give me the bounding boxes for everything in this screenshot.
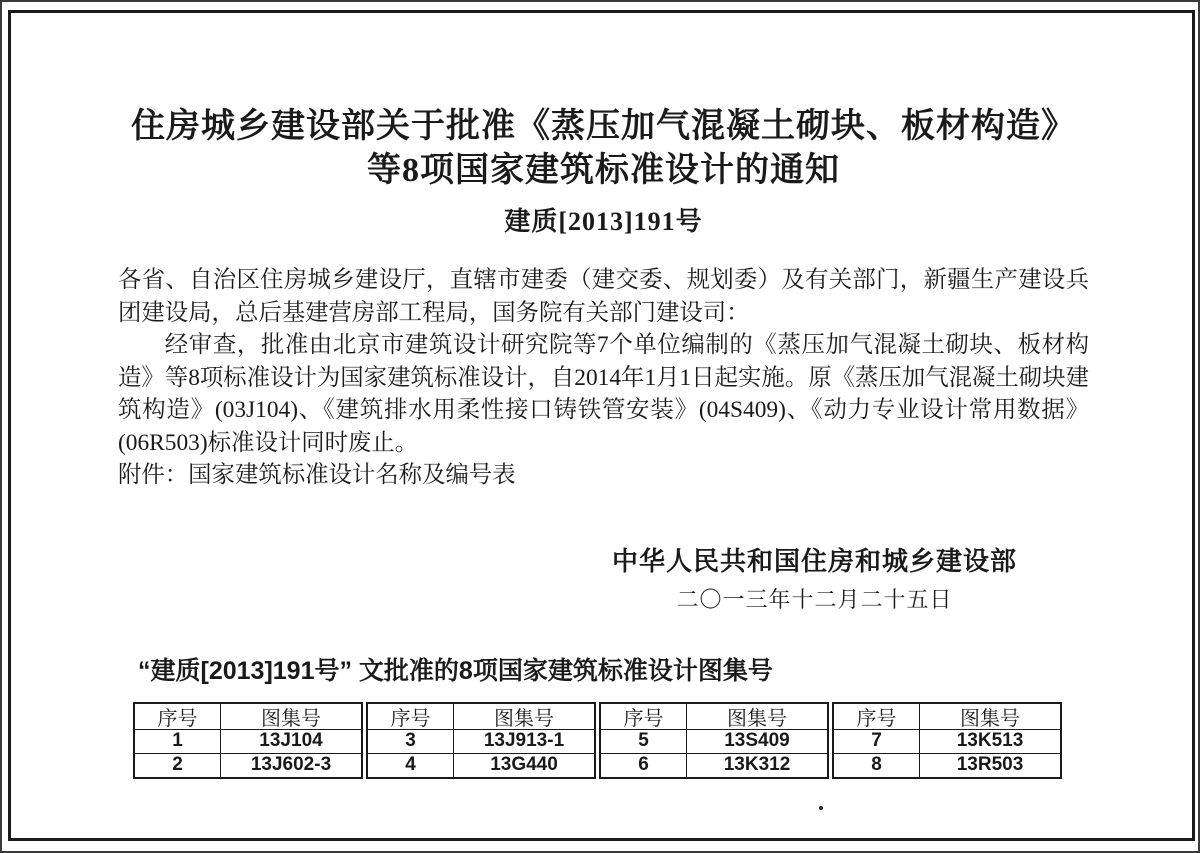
- body-paragraph: 经审查，批准由北京市建筑设计研究院等7个单位编制的《蒸压加气混凝土砌块、板材构造》等8项标准设计为国家建筑标准设计，自2014年1月1日起实施。原《蒸压加气混凝土砌块建筑构造》(03J104)、《建筑排水用柔性接口铸铁管安装》(04S409)、《动力专业设计常用数据》(06R503)标准设计同时废止。: [118, 332, 1089, 456]
- table-row: [601, 729, 827, 753]
- table-header-serial: 序号: [623, 707, 664, 730]
- atlas-no-cell: 13J104: [220, 729, 361, 753]
- attachment-note: 附件：国家建筑标准设计名称及编号表: [118, 462, 516, 488]
- table-row: [601, 753, 827, 777]
- serial-cell: 6: [601, 753, 686, 777]
- table-group-2: [366, 702, 596, 779]
- atlas-no-cell: 13K312: [686, 753, 827, 777]
- atlas-no-cell: 13K513: [919, 729, 1060, 753]
- table-caption: “建质[2013]191号” 文批准的8项国家建筑标准设计图集号: [138, 656, 773, 685]
- table-group-1: [133, 702, 363, 779]
- table-header-serial: 序号: [157, 707, 198, 730]
- issue-date: 二〇一三年十二月二十五日: [676, 586, 953, 612]
- serial-cell: 8: [834, 753, 919, 777]
- atlas-no-cell: 13S409: [686, 729, 827, 753]
- table-header-atlas-no: 图集号: [686, 704, 827, 729]
- table-header-atlas-no: 图集号: [919, 704, 1060, 729]
- atlas-no-cell: 13J913-1: [453, 729, 594, 753]
- table-row: [834, 753, 1060, 777]
- document-title: [118, 105, 1089, 193]
- document-title-line1: 住房城乡建设部关于批准《蒸压加气混凝土砌块、板材构造》: [131, 108, 1076, 145]
- table-header-row: [834, 704, 1060, 729]
- table-header-serial: 序号: [856, 707, 897, 730]
- issuer-name: 中华人民共和国住房和城乡建设部: [611, 545, 1017, 576]
- table-row: [834, 729, 1060, 753]
- table-group-4: [832, 702, 1062, 779]
- serial-cell: 5: [601, 729, 686, 753]
- atlas-no-cell: 13R503: [919, 753, 1060, 777]
- serial-cell: 3: [368, 729, 453, 753]
- salutation-paragraph: 各省、自治区住房城乡建设厅，直辖市建委（建交委、规划委）及有关部门，新疆生产建设兵团建设局，总后基建营房部工程局，国务院有关部门建设司：: [118, 267, 1089, 326]
- scan-artifact-dot: [819, 806, 823, 810]
- table-row: [135, 753, 361, 777]
- atlas-no-cell: 13J602-3: [220, 753, 361, 777]
- table-row: [135, 729, 361, 753]
- serial-cell: 4: [368, 753, 453, 777]
- table-header-atlas-no: 图集号: [220, 704, 361, 729]
- table-header-row: [135, 704, 361, 729]
- table-header-row: [601, 704, 827, 729]
- serial-cell: 1: [135, 729, 220, 753]
- document-body: [118, 264, 1089, 492]
- serial-cell: 2: [135, 753, 220, 777]
- document-frame: [8, 10, 1195, 841]
- signature-block: [612, 544, 1017, 616]
- table-header-atlas-no: 图集号: [453, 704, 594, 729]
- table-row: [368, 729, 594, 753]
- document-number: 建质[2013]191号: [504, 207, 703, 236]
- document-title-line2: 等8项国家建筑标准设计的通知: [367, 152, 840, 189]
- atlas-no-cell: 13G440: [453, 753, 594, 777]
- atlas-catalog-table: [133, 702, 1089, 779]
- table-row: [368, 753, 594, 777]
- serial-cell: 7: [834, 729, 919, 753]
- table-header-row: [368, 704, 594, 729]
- table-header-serial: 序号: [390, 707, 431, 730]
- document-content: [11, 105, 1192, 779]
- table-group-3: [599, 702, 829, 779]
